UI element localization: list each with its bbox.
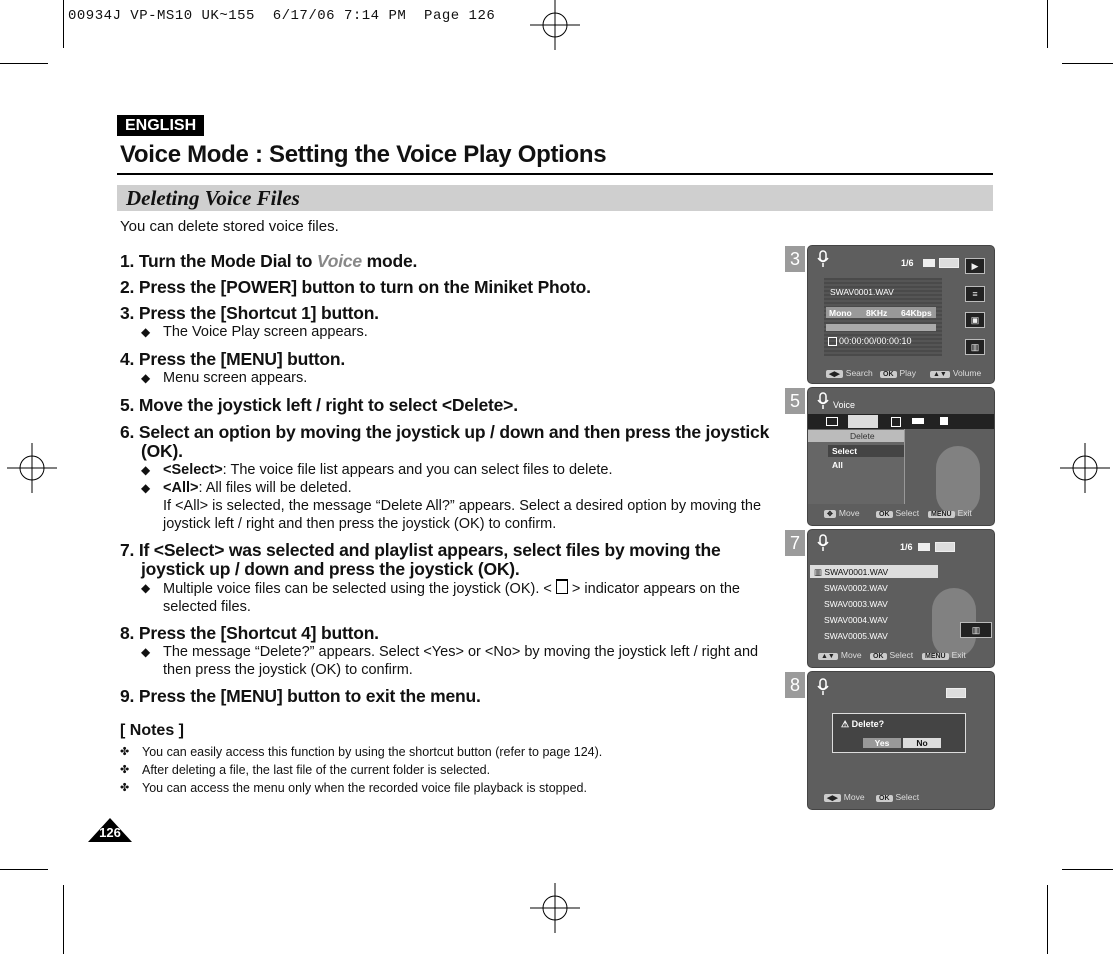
bit-rate: 64Kbps	[901, 308, 932, 318]
warning-icon: ⚠	[841, 719, 852, 729]
step-7-note: ◆ Multiple voice files can be selected using the joystick (OK). < > indicator appears on the selected files.	[141, 581, 740, 615]
microphone-icon	[816, 678, 830, 696]
notes-heading: [ Notes ]	[120, 722, 184, 739]
playlist-icon: ≡	[965, 286, 985, 302]
playback-time: 00:00:00/00:00:10	[839, 336, 912, 346]
joystick-icon: ✥	[824, 510, 836, 518]
trash-icon: ▥	[965, 339, 985, 355]
microphone-icon	[816, 392, 830, 410]
screen-file-list	[807, 529, 995, 668]
exit-hint: MENU Exit	[928, 508, 972, 518]
protect-icon: ▣	[965, 312, 985, 328]
step-4: 4. Press the [MENU] button.	[120, 349, 346, 369]
joystick-lr-icon: ◀▶	[826, 370, 843, 378]
file-row[interactable]: ▥ SWAV0001.WAV	[814, 567, 889, 577]
select-hint: OK Select	[870, 650, 913, 660]
move-hint: ▲▼ Move	[818, 650, 862, 660]
memory-icon	[923, 259, 935, 267]
step-4-note: ◆ Menu screen appears.	[141, 370, 308, 386]
registration-mark-icon	[530, 883, 580, 933]
file-row[interactable]: SWAV0004.WAV	[824, 615, 888, 625]
microphone-icon	[816, 534, 830, 552]
option-all[interactable]: All	[832, 460, 843, 470]
trash-icon: ▥	[814, 567, 825, 577]
section-header	[117, 185, 993, 211]
confirm-prompt: ⚠ Delete?	[841, 719, 885, 729]
crop-mark	[0, 63, 48, 64]
move-hint: ◀▶ Move	[824, 792, 865, 802]
menu-tab-bar	[808, 414, 994, 429]
step-6-note-select: ◆ <Select>: The voice file list appears and you can select files to delete.	[141, 462, 613, 478]
option-select-label: Select	[832, 446, 858, 456]
language-tab: ENGLISH	[117, 115, 204, 136]
microphone-watermark-icon	[936, 446, 980, 516]
screen-voice-play	[807, 245, 995, 384]
screen-delete-confirm	[807, 671, 995, 810]
crop-mark	[63, 885, 64, 954]
file-row[interactable]: SWAV0002.WAV	[824, 583, 888, 593]
battery-icon	[935, 542, 955, 552]
joystick-ud-icon: ▲▼	[818, 653, 838, 660]
file-row[interactable]: SWAV0003.WAV	[824, 599, 888, 609]
play-hint: OK Play	[880, 368, 916, 378]
battery-icon	[939, 258, 959, 268]
note-item: ✤ You can easily access this function by using the shortcut button (refer to page 124).	[120, 745, 603, 759]
step-2: 2. Press the [POWER] button to turn on the Miniket Photo.	[120, 277, 591, 297]
joystick-lr-icon: ◀▶	[824, 794, 841, 802]
screen-delete-menu	[807, 387, 995, 526]
stop-icon	[828, 337, 837, 346]
page-number: 126	[99, 825, 121, 840]
registration-mark-icon	[7, 443, 57, 493]
crop-mark	[1047, 0, 1048, 48]
page-title: Voice Mode : Setting the Voice Play Options	[120, 141, 607, 168]
trash-icon	[556, 579, 568, 594]
memory-icon	[918, 543, 930, 551]
menu-title: Voice	[833, 400, 856, 410]
note-item: ✤ After deleting a file, the last file of the current folder is selected.	[120, 763, 491, 777]
registration-mark-icon	[1060, 443, 1110, 493]
crop-mark	[63, 0, 64, 48]
screen-number: 5	[785, 388, 805, 414]
step-5: 5. Move the joystick left / right to select <Delete>.	[120, 395, 518, 415]
note-item: ✤ You can access the menu only when the recorded voice file playback is stopped.	[120, 781, 587, 795]
search-hint: ◀▶ Search	[826, 368, 873, 378]
step-8-note: ◆ The message “Delete?” appears. Select <Yes> or <No> by moving the joystick left / right and then press the joystick (OK) to confirm.	[141, 644, 759, 678]
registration-mark-icon	[530, 0, 580, 50]
step-9: 9. Press the [MENU] button to exit the menu.	[120, 686, 481, 706]
title-divider	[117, 173, 993, 175]
battery-icon	[946, 688, 966, 698]
lock-icon	[891, 417, 901, 427]
screen-number: 7	[785, 530, 805, 556]
crop-mark	[1062, 63, 1113, 64]
exit-hint: MENU Exit	[922, 650, 966, 660]
file-counter: 1/6	[901, 258, 914, 268]
step-8: 8. Press the [Shortcut 4] button.	[120, 623, 379, 643]
microphone-icon	[816, 250, 830, 268]
tab-delete[interactable]	[848, 415, 878, 428]
step-6-note-all-detail: If <All> is selected, the message “Delete All?” appears. Select a desired option by moving the joystick left / right and then press the joystick (OK) to confirm.	[163, 498, 762, 532]
dpof-icon	[912, 418, 924, 424]
play-mode-icon: ▶	[965, 258, 985, 274]
section-title: Deleting Voice Files	[126, 186, 300, 210]
crop-mark	[1062, 869, 1113, 870]
screen-number: 3	[785, 246, 805, 272]
select-hint: OK Select	[876, 508, 919, 518]
notes-list	[120, 743, 602, 797]
select-hint: OK Select	[876, 792, 919, 802]
progress-bar	[826, 324, 936, 331]
step-6: 6. Select an option by moving the joystick up / down and then press the joystick (OK).	[120, 422, 770, 461]
joystick-ud-icon: ▲▼	[930, 371, 950, 378]
step-7: 7. If <Select> was selected and playlist appears, select files by moving the joystick up / down and press the joystick (OK).	[120, 540, 721, 579]
crop-mark	[1047, 885, 1048, 954]
crop-mark	[0, 869, 48, 870]
file-row[interactable]: SWAV0005.WAV	[824, 631, 888, 641]
yes-button[interactable]: Yes	[863, 738, 901, 748]
sample-rate: 8KHz	[866, 308, 888, 318]
no-button[interactable]: No	[903, 738, 941, 748]
intro-text: You can delete stored voice files.	[120, 218, 339, 235]
playlist-icon	[826, 417, 838, 426]
file-name: SWAV0001.WAV	[830, 287, 894, 297]
step-1: 1. Turn the Mode Dial to Voice mode.	[120, 251, 418, 271]
steps-list	[120, 252, 780, 706]
trash-icon: ▥	[960, 622, 992, 638]
move-hint: ✥ Move	[824, 508, 860, 518]
step-6-note-all: ◆ <All>: All files will be deleted.	[141, 480, 352, 496]
volume-hint: ▲▼ Volume	[930, 368, 981, 378]
step-3: 3. Press the [Shortcut 1] button.	[120, 303, 379, 323]
delete-label: Delete	[850, 431, 875, 441]
step-3-note: ◆ The Voice Play screen appears.	[141, 324, 368, 340]
screen-number: 8	[785, 672, 805, 698]
file-counter: 1/6	[900, 542, 913, 552]
copy-icon	[940, 417, 948, 425]
print-header: 00934J VP-MS10 UK~155 6/17/06 7:14 PM Page 126	[68, 8, 496, 24]
audio-channel: Mono	[829, 308, 852, 318]
